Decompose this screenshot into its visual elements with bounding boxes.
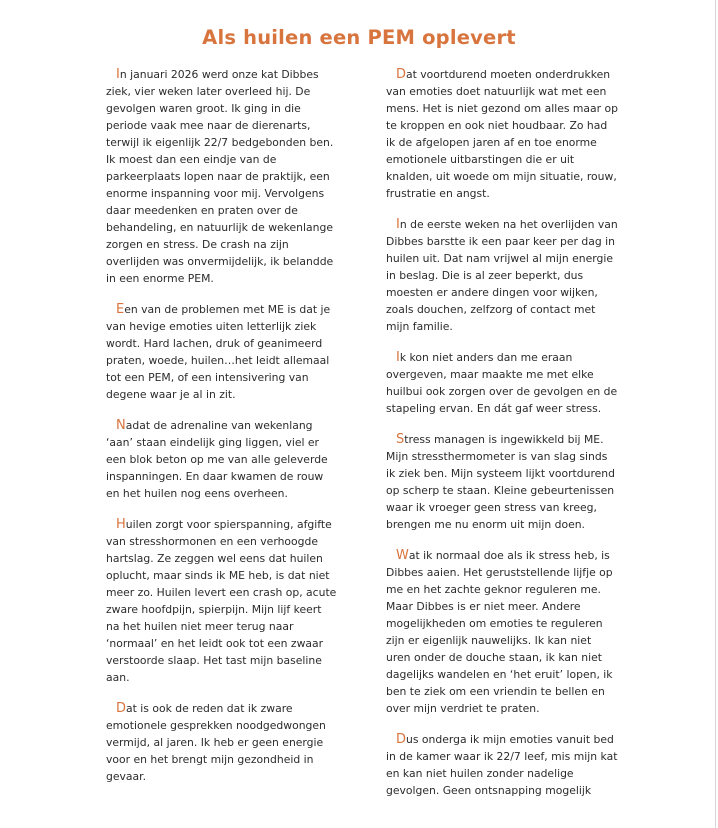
paragraph-text: at voortdurend moeten onderdrukken van emoties doet natuurlijk wat met een mens. Het is niet gezond om alles maar op te kroppen en ook niet houdbaar. Zo had ik de afgelopen jaren af en toe enorme emotionele uitbarstingen die er uit knalden, uit woede om mijn situatie, rouw, frustratie en angst. [386, 68, 618, 200]
paragraph-text: en van de problemen met ME is dat je van hevige emoties uiten letterlijk ziek wordt. Hard lachen, druk of geanimeerd praten, woede, huilen…het leidt allemaal tot een PEM, of een intensivering van degene waar je al in zit. [106, 303, 331, 401]
drop-initial: D [396, 732, 407, 747]
drop-initial: W [396, 548, 409, 563]
paragraph-text: tress managen is ingewikkeld bij ME. Mijn stressthermometer is van slag sinds ik ziek ben. Mijn systeem lijkt voortdurend op scherp te staan. Kleine gebeurtenissen waar ik vroeger geen stress van kreeg, brengen me nu enorm uit mijn doen. [386, 433, 616, 531]
paragraph [386, 731, 618, 799]
paragraph [386, 431, 618, 533]
paragraph [386, 349, 618, 417]
drop-initial: N [116, 418, 126, 433]
paragraph [386, 216, 618, 335]
paragraph [386, 547, 618, 717]
drop-initial: I [116, 67, 120, 82]
drop-initial: I [396, 350, 400, 365]
paragraph [106, 516, 338, 686]
paragraph-text: n januari 2026 werd onze kat Dibbes ziek, vier weken later overleed hij. De gevolgen waren groot. Ik ging in die periode vaak mee naar de dierenarts, terwijl ik eigenlijk 22/7 bedgebonden ben. Ik moest dan een eindje van de parkeerplaats lopen naar de praktijk, een enorme inspanning voor mij. Vervolgens daar meedenken en praten over de behandeling, en natuurlijk de wekenlange zorgen en stress. De crash na zijn overlijden was onvermijdelijk, ik belandde in een enorme PEM. [106, 68, 334, 285]
drop-initial: S [396, 432, 405, 447]
drop-initial: D [116, 701, 127, 716]
drop-initial: D [396, 67, 407, 82]
paragraph [106, 66, 338, 287]
article-title: Als huilen een PEM oplevert [202, 26, 516, 49]
drop-initial: E [116, 302, 125, 317]
page-edge-divider [715, 0, 716, 828]
paragraph [106, 700, 338, 785]
paragraph-text: adat de adrenaline van wekenlang ‘aan’ staan eindelijk ging liggen, viel er een blok beton op me van alle geleverde inspanningen. En daar kwamen de rouw en het huilen nog eens overheen. [106, 419, 328, 500]
right-column [386, 66, 622, 813]
paragraph-text: at ik normaal doe als ik stress heb, is Dibbes aaien. Het geruststellende lijfje op me en het zachte geknor reguleren me. Maar Dibbes is er niet meer. Andere mogelijkheden om emoties te reguleren zijn er eigenlijk nauwelijks. Ik kan niet uren onder de douche staan, ik kan niet dagelijks wandelen en ‘het eruit’ lopen, ik ben te ziek om een vriendin te bellen en over mijn verdriet te praten. [386, 549, 613, 715]
paragraph [106, 301, 338, 403]
paragraph-text: k kon niet anders dan me eraan overgeven, maar maakte me met elke huilbui ook zorgen over de gevolgen en de stapeling ervan. En dát gaf weer stress. [386, 351, 618, 415]
drop-initial: H [116, 517, 126, 532]
paragraph [386, 66, 618, 202]
paragraph-text: at is ook de reden dat ik zware emotionele gesprekken noodgedwongen vermijd, al jaren. Ik heb er geen energie voor en het brengt mijn gezondheid in gevaar. [106, 702, 326, 783]
paragraph-text: uilen zorgt voor spierspanning, afgifte van stresshormonen en een verhoogde hartslag. Ze zeggen wel eens dat huilen oplucht, maar sinds ik ME heb, is dat niet meer zo. Huilen levert een crash op, acute zware hoofdpijn, spierpijn. Mijn lijf keert na het huilen niet meer terug naar ‘normaal’ en het leidt ook tot een zwaar verstoorde slaap. Het tast mijn baseline aan. [106, 518, 337, 684]
paragraph-text: n de eerste weken na het overlijden van Dibbes barstte ik een paar keer per dag in huilen uit. Dat nam vrijwel al mijn energie in beslag. Die is al zeer beperkt, dus moesten er andere dingen voor wijken, zoals douchen, zelfzorg of contact met mijn familie. [386, 218, 618, 333]
paragraph-text: us onderga ik mijn emoties vanuit bed in de kamer waar ik 22/7 leef, mis mijn kat en kan niet huilen zonder nadelige gevolgen. Geen ontsnapping mogelijk [386, 733, 618, 797]
drop-initial: I [396, 217, 400, 232]
paragraph [106, 417, 338, 502]
left-column [106, 66, 408, 799]
